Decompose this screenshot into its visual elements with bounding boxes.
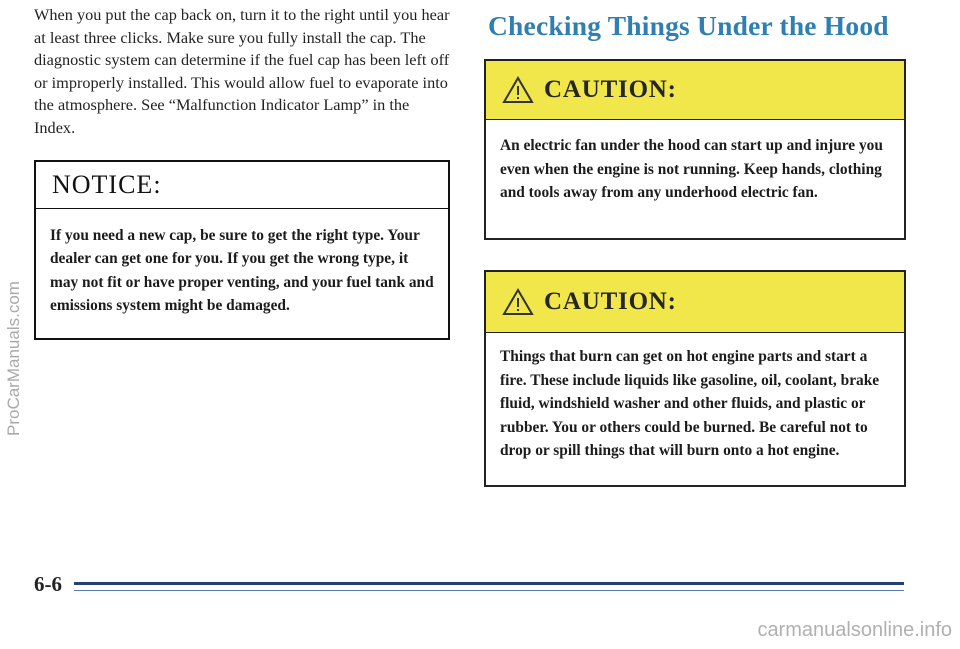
caution-title: CAUTION: [544, 288, 677, 315]
page-footer [34, 568, 904, 598]
page-number: 6-6 [34, 572, 62, 596]
caution-box-fan [484, 59, 906, 240]
notice-box [34, 160, 450, 340]
side-watermark: ProCarManuals.com [4, 281, 23, 436]
caution-body: Things that burn can get on hot engine parts and start a fire. These include liquids like gasoline, oil, coolant, brake fluid, windshield washer and other fluids, and plastic or rubber. You or others could be burned. Be careful not to drop or spill things that will burn onto a hot engine. [500, 348, 880, 460]
intro-paragraph: When you put the cap back on, turn it to the right until you hear at least three clicks. Make sure you fully install the cap. The diagnostic system can determine if the fuel cap has been left off or improperly installed. This would allow fuel to evaporate into the atmosphere. See “Malfunction Indicator Lamp” in the Index. [34, 5, 450, 137]
section-title: Checking Things Under the Hood [488, 10, 889, 41]
caution-box-fire [484, 270, 906, 487]
notice-body: If you need a new cap, be sure to get the right type. Your dealer can get one for you. If you get the wrong type, it may not fit or have proper venting, and your fuel tank and emissions system might be damaged. [50, 227, 434, 315]
warning-triangle-icon [502, 288, 534, 316]
warning-triangle-icon [502, 76, 534, 104]
footer-rule-thin [74, 590, 904, 591]
footer-rule [74, 582, 904, 585]
caution-body: An electric fan under the hood can start up and injure you even when the engine is not running. Keep hands, clothing and tools away from any underhood electric fan. [500, 137, 883, 202]
caution-header [486, 61, 904, 120]
notice-title: NOTICE: [36, 162, 448, 209]
caution-header [486, 272, 904, 333]
bottom-watermark: carmanualsonline.info [757, 619, 952, 641]
caution-title: CAUTION: [544, 76, 677, 103]
